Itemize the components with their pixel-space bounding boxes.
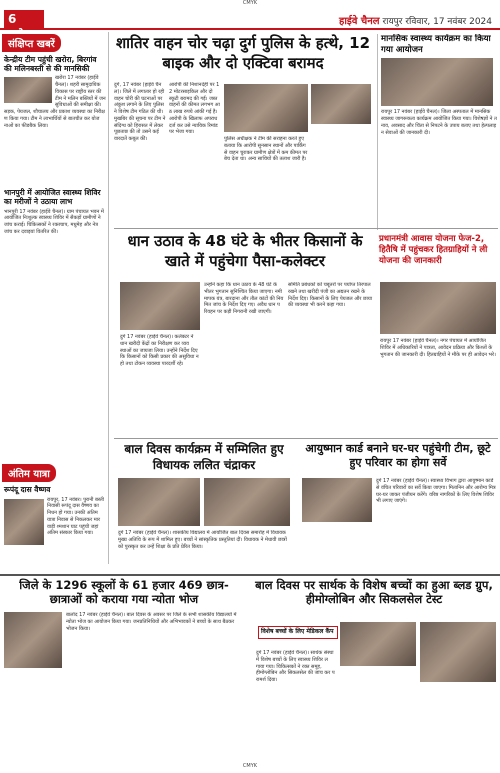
divider-3	[0, 574, 500, 576]
pmay-photo	[380, 282, 496, 334]
brand-name: हाईवे चैनल	[339, 16, 380, 27]
color-registration-bottom: CMYK	[242, 763, 258, 769]
childrens-day-headline: बाल दिवस कार्यक्रम में सम्मिलित हुए विधायक ललित चंद्राकर	[124, 442, 284, 472]
lead-headline: शातिर वाहन चोर चढ़ा दुर्ग पुलिस के हत्थे, 12 बाइक और दो एक्टिवा बरामद	[115, 34, 371, 72]
blood-test-photo	[340, 622, 416, 666]
divider-2	[114, 438, 498, 439]
brief-story2-headline: भानपुरी में आयोजित स्वास्थ्य शिविर का मरीजों ने उठाया लाभ	[4, 188, 101, 206]
brief-story1-body: खरोरा 17 नवंबर (हाईवे चैनल)। शहरी सामुदायिक विकास पर राष्ट्रीय स्तर की टीम ने मलिन बस्तियों में जन सुविधाओं की समीक्षा की। सड़क, पेयजल, शौचालय और प्रकाश व्यवस्था का निरीक्षण किया गया। टीम ने लाभार्थियों से बातचीत कर योजनाओं का फीडबैक लिया।	[4, 75, 106, 129]
obituary-body: रायपुर, 17 नवंबर। पुरानी बस्ती निवासी रूपंदू दास वैष्णव का निधन हो गया। उनकी अंतिम यात्रा निवास से निकलकर मारवाड़ी श्मशान घाट पहुंची जहां अंतिम संस्कार किया गया।	[47, 496, 104, 537]
schools-photo	[4, 612, 62, 668]
paddy-photo	[120, 282, 200, 330]
mental-health-photo	[381, 58, 493, 106]
obituary-label: अंतिम यात्रा	[2, 464, 56, 482]
lead-photo	[224, 84, 308, 132]
brief-story2-body: भानपुरी 17 नवंबर (हाईवे चैनल)। ग्राम पंचायत भवन में आयोजित निःशुल्क स्वास्थ्य शिविर में सैकड़ों ग्रामीणों ने जांच कराई। चिकित्सकों ने रक्तचाप, मधुमेह और नेत्र जांच कर दवाइयां वितरित कीं।	[4, 208, 104, 235]
paddy-headline: धान उठाव के 48 घंटे के भीतर किसानों के खाते में पहुंचेगा पैसा-कलेक्टर	[127, 232, 363, 270]
obituary-section	[2, 462, 109, 572]
divider-1	[114, 228, 498, 229]
mental-health-headline: मानसिक स्वास्थ्य कार्यक्रम का किया गया आयोजन	[381, 34, 491, 55]
paddy-body-col1: दुर्ग 17 नवंबर (हाईवे चैनल)। कलेक्टर ने धान खरीदी केंद्रों का निरीक्षण कर व्यवस्थाओं का जायजा लिया। उन्होंने निर्देश दिए कि किसानों को किसी प्रकार की असुविधा न हो तथा टोकन व्यवस्था पारदर्शी रहे।	[120, 334, 199, 367]
ayushman-body: दुर्ग 17 नवंबर (हाईवे चैनल)। स्वास्थ्य विभाग द्वारा आयुष्मान कार्ड से वंचित परिवारों का सर्वे किया जाएगा। मितानिन और आरोग्य मित्र घर-घर जाकर पंजीयन करेंगे। वरिष्ठ नागरिकों के लिए विशेष शिविर भी लगाए जाएंगे।	[376, 478, 496, 505]
page-header	[0, 8, 500, 30]
masthead	[339, 13, 492, 27]
pmay-headline: प्रधानमंत्री आवास योजना फेज-2, हितैषि में पहुंचकर हितग्राहियों ने ली योजना की जानकारी	[379, 234, 488, 267]
issue-date: रविवार, 17 नवंबर 2024	[405, 17, 492, 27]
brief-story1-headline: केन्द्रीय टीम पहुंची खरोरा, बिरगांव की मलिनबस्ती से की मानसिकी	[4, 55, 97, 73]
pmay-body: रायपुर 17 नवंबर (हाईवे चैनल)। नगर पंचायत में आयोजित शिविर में अधिकारियों ने पात्रता, आवेदन प्रक्रिया और किश्तों के भुगतान की जानकारी दी। हितग्राहियों ने मौके पर ही आवेदन भरे।	[380, 338, 496, 358]
blood-test-subhead: विशेष बच्चों के लिए मेडिकल कैंप	[258, 626, 338, 639]
ayushman-headline: आयुष्मान कार्ड बनाने घर-घर पहुंचेगी टीम, छूटे हुए परिवार का होगा सर्वे	[305, 442, 491, 470]
blood-test-headline: बाल दिवस पर सार्थक के विशेष बच्चों का हुआ ब्लड ग्रुप, हीमोग्लोबिन और सिकलसेल टेस्ट	[255, 578, 493, 607]
obituary-photo	[4, 499, 44, 545]
page-number: 6	[8, 12, 17, 26]
lead-body-col3: पुलिस अधीक्षक ने टीम की सराहना करते हुए बताया कि आरोपी सुनसान स्थानों और पार्किंग से वाहन चुराकर ग्रामीण क्षेत्रों में कम कीमत पर बेच देता था। अन्य साथियों की तलाश जारी है।	[224, 136, 308, 163]
childrens-day-body: दुर्ग 17 नवंबर (हाईवे चैनल)। शासकीय विद्यालय में आयोजित बाल दिवस समारोह में विधायक मुख्य अतिथि के रूप में शामिल हुए। बच्चों ने सांस्कृतिक प्रस्तुतियां दीं। विधायक ने मेधावी छात्रों को पुरस्कृत कर उन्हें शिक्षा के प्रति प्रेरित किया।	[118, 530, 287, 550]
brief-news-label: संक्षिप्त खबरें	[2, 34, 61, 52]
childrens-day-photo-2	[204, 478, 290, 526]
childrens-day-photo	[118, 478, 200, 526]
city-name: रायपुर	[382, 17, 403, 27]
right-column	[377, 34, 498, 230]
lead-body-col2: आरोपी की निशानदेही पर 12 मोटरसाइकिल और दो स्कूटी बरामद की गईं। जब्त वाहनों की कीमत लगभग आठ लाख रुपये आंकी गई है। आरोपी के खिलाफ अपराध दर्ज कर उसे न्यायिक रिमांड पर भेजा गया।	[169, 82, 220, 136]
paddy-body-col2: उन्होंने कहा कि धान उठाव के 48 घंटे के भीतर भुगतान सुनिश्चित किया जाएगा। नमी मापक यंत्र, बारदाना और तौल कांटों की नियमित जांच के निर्देश दिए गए। अवैध धान परिवहन पर कड़ी निगरानी रखी जाएगी।	[204, 282, 284, 315]
brief-story1-photo	[4, 77, 52, 103]
paddy-body-col3: समिति प्रबंधकों को चबूतरों पर पर्याप्त तिरपाल रखने तथा खरीदी पंजी का अद्यतन रखने के निर्देश दिए। किसानों के लिए पेयजल और छाया की व्यवस्था भी करने कहा गया।	[288, 282, 373, 309]
page-number-badge	[4, 10, 44, 28]
blood-test-body: दुर्ग 17 नवंबर (हाईवे चैनल)। सार्थक संस्था में विशेष बच्चों के लिए स्वास्थ्य शिविर लगाया गया। चिकित्सकों ने रक्त समूह, हीमोग्लोबिन और सिकलसेल की जांच कर परामर्श दिया।	[256, 650, 335, 683]
schools-body: बालोद 17 नवंबर (हाईवे चैनल)। बाल दिवस के अवसर पर जिले के सभी शासकीय विद्यालयों में न्योता भोज का आयोजन किया गया। जनप्रतिनिधियों और अभिभावकों ने बच्चों के साथ बैठकर भोजन किया।	[66, 612, 237, 632]
lead-story	[114, 82, 372, 212]
lead-body-col1: दुर्ग, 17 नवंबर (हाईवे चैनल)। जिले में लगातार हो रही वाहन चोरी की घटनाओं पर अंकुश लगाने के लिए पुलिस ने विशेष टीम गठित की थी। मुखबिर की सूचना पर टीम ने संदिग्ध को हिरासत में लेकर पूछताछ की तो उसने कई वारदातें कबूल कीं।	[114, 82, 166, 142]
ayushman-photo	[302, 478, 372, 522]
lead-photo-2	[311, 84, 371, 124]
color-registration-top: CMYK	[242, 0, 258, 6]
blood-test-photo-2	[420, 622, 496, 682]
schools-headline: जिले के 1296 स्कूलों के 61 हजार 469 छात्र-छात्राओं को कराया गया न्योता भोज	[19, 578, 229, 607]
obituary-name: रूपंदू दास वैष्णव	[4, 485, 51, 494]
mental-health-body: रायपुर 17 नवंबर (हाईवे चैनल)। जिला अस्पताल में मानसिक स्वास्थ्य जागरूकता कार्यक्रम आयोजित किया गया। विशेषज्ञों ने तनाव, अवसाद और चिंता से निपटने के उपाय बताए तथा हेल्पलाइन सेवाओं की जानकारी दी।	[381, 109, 497, 136]
